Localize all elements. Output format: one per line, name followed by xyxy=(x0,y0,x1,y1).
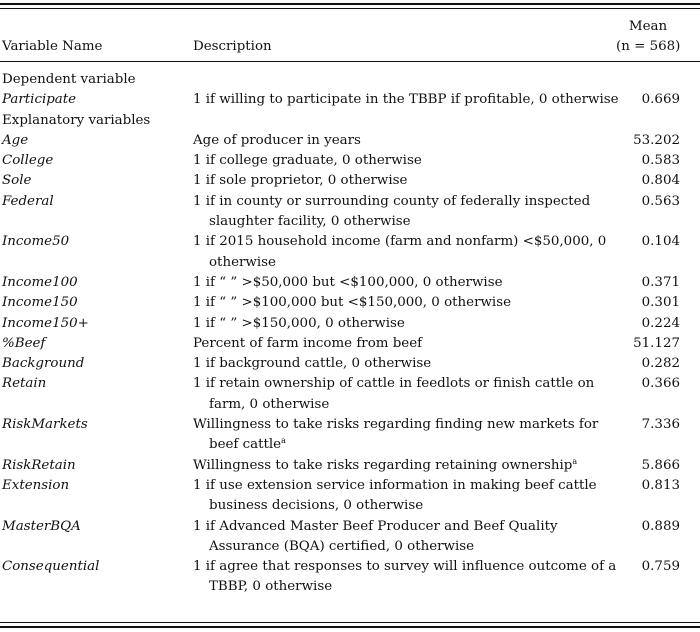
variable-name: Income150 xyxy=(2,295,78,311)
table-row xyxy=(0,293,700,313)
description-text: Age of producer in years xyxy=(193,132,361,148)
variable-description xyxy=(193,314,629,334)
description-text: 1 if use extension service information in making beef cattle business decisions, 0 otherwise xyxy=(193,477,597,514)
description-text: 1 if college graduate, 0 otherwise xyxy=(193,153,422,169)
variable-mean: 53.202 xyxy=(633,132,680,148)
header-description: Description xyxy=(193,39,272,54)
variable-name: Age xyxy=(2,132,29,148)
table-row xyxy=(0,334,700,354)
variable-mean: 0.224 xyxy=(641,315,680,331)
description-text: 1 if “ ” >$150,000, 0 otherwise xyxy=(193,315,405,331)
variable-name: Consequential xyxy=(2,559,100,575)
variable-mean: 0.301 xyxy=(641,295,680,311)
description-text: 1 if in county or surrounding county of federally inspected slaughter facility, 0 otherwise xyxy=(193,193,591,230)
table-row xyxy=(0,273,700,293)
description-text: 1 if agree that responses to survey will influence outcome of a TBBP, 0 otherwise xyxy=(193,559,617,595)
variable-name: Income50 xyxy=(2,234,70,250)
description-text: 1 if sole proprietor, 0 otherwise xyxy=(193,173,408,189)
table-row xyxy=(0,232,700,273)
variable-mean: 0.371 xyxy=(641,274,680,290)
variable-description xyxy=(193,476,629,517)
table-row xyxy=(0,131,700,151)
top-rule-thin xyxy=(0,8,700,9)
variable-description xyxy=(193,151,629,171)
variable-description xyxy=(193,415,629,456)
table-row xyxy=(0,90,700,110)
variable-mean: 51.127 xyxy=(633,335,680,351)
variable-mean: 0.282 xyxy=(641,356,680,372)
variable-mean: 0.104 xyxy=(641,234,680,250)
variable-name: Background xyxy=(2,356,85,372)
table-row xyxy=(0,192,700,233)
footnote-marker: a xyxy=(281,436,286,446)
variable-description: 1 if willing to participate in the TBBP if profitable, 0 otherwise xyxy=(193,92,619,108)
table-row xyxy=(0,557,700,598)
variable-name: College xyxy=(2,153,54,169)
variable-mean: 0.813 xyxy=(641,477,680,493)
table-row xyxy=(0,517,700,558)
description-text: 1 if Advanced Master Beef Producer and Beef Quality Assurance (BQA) certified, 0 otherwise xyxy=(193,518,558,554)
variable-description xyxy=(193,131,629,151)
variable-name: Income100 xyxy=(2,274,78,290)
variable-description xyxy=(193,354,629,374)
table-row xyxy=(0,314,700,334)
variable-mean: 0.669 xyxy=(641,92,680,108)
table-row xyxy=(0,415,700,456)
description-text: Willingness to take risks regarding finding new markets for beef cattle xyxy=(193,417,599,453)
header-mean-n: (n = 568) xyxy=(616,39,681,54)
description-text: 1 if “ ” >$50,000 but <$100,000, 0 otherwise xyxy=(193,274,503,290)
variable-name: Federal xyxy=(2,193,54,209)
description-text: 1 if background cattle, 0 otherwise xyxy=(193,356,432,372)
variable-description xyxy=(193,334,629,354)
header-mean xyxy=(616,17,680,57)
header-mean-title: Mean xyxy=(628,19,668,34)
variable-description xyxy=(193,456,629,476)
table-row xyxy=(0,456,700,476)
table-row xyxy=(0,374,700,415)
variable-mean: 7.336 xyxy=(641,417,680,433)
variable-description xyxy=(193,171,629,191)
variable-description xyxy=(193,293,629,313)
variable-mean: 0.759 xyxy=(641,559,680,575)
variable-name: RiskMarkets xyxy=(2,417,88,433)
variable-mean: 0.563 xyxy=(641,193,680,209)
description-text: 1 if 2015 household income (farm and nonfarm) <$50,000, 0 otherwise xyxy=(193,234,607,270)
section-dependent: Dependent variable xyxy=(2,72,136,87)
top-rule-thick xyxy=(0,3,700,5)
variable-mean: 0.889 xyxy=(641,518,680,534)
variable-name: Retain xyxy=(2,376,47,392)
table-row xyxy=(0,476,700,517)
variable-name: Sole xyxy=(2,173,32,189)
variable-name: MasterBQA xyxy=(2,518,81,534)
variable-name: %Beef xyxy=(2,335,46,351)
bottom-rule-thick xyxy=(0,626,700,628)
header-variable-name: Variable Name xyxy=(2,39,103,54)
description-text: 1 if retain ownership of cattle in feedlots or finish cattle on farm, 0 otherwise xyxy=(193,376,595,412)
description-text: Willingness to take risks regarding retaining ownership xyxy=(193,457,573,473)
bottom-rule-thin xyxy=(0,622,700,623)
variable-description xyxy=(193,517,629,558)
variable-description xyxy=(193,273,629,293)
variable-description xyxy=(193,232,629,273)
variable-mean: 5.866 xyxy=(641,457,680,473)
description-text: Percent of farm income from beef xyxy=(193,335,423,351)
variable-description xyxy=(193,557,629,598)
variable-name: RiskRetain xyxy=(2,457,76,473)
footnote-marker: a xyxy=(572,456,578,466)
table-row xyxy=(0,151,700,171)
variable-mean: 0.366 xyxy=(641,376,680,392)
variable-description xyxy=(193,374,629,415)
variable-name: Income150+ xyxy=(2,315,89,331)
table-row xyxy=(0,171,700,191)
variable-mean: 0.583 xyxy=(641,153,680,169)
variable-name: Extension xyxy=(2,477,70,493)
description-text: 1 if “ ” >$100,000 but <$150,000, 0 otherwise xyxy=(193,295,512,311)
section-explanatory: Explanatory variables xyxy=(2,112,151,128)
header-rule xyxy=(0,61,700,62)
variable-mean: 0.804 xyxy=(641,173,680,189)
variable-description xyxy=(193,192,629,233)
table-row xyxy=(0,354,700,374)
table-body xyxy=(0,70,700,598)
variable-name: Participate xyxy=(2,92,77,108)
